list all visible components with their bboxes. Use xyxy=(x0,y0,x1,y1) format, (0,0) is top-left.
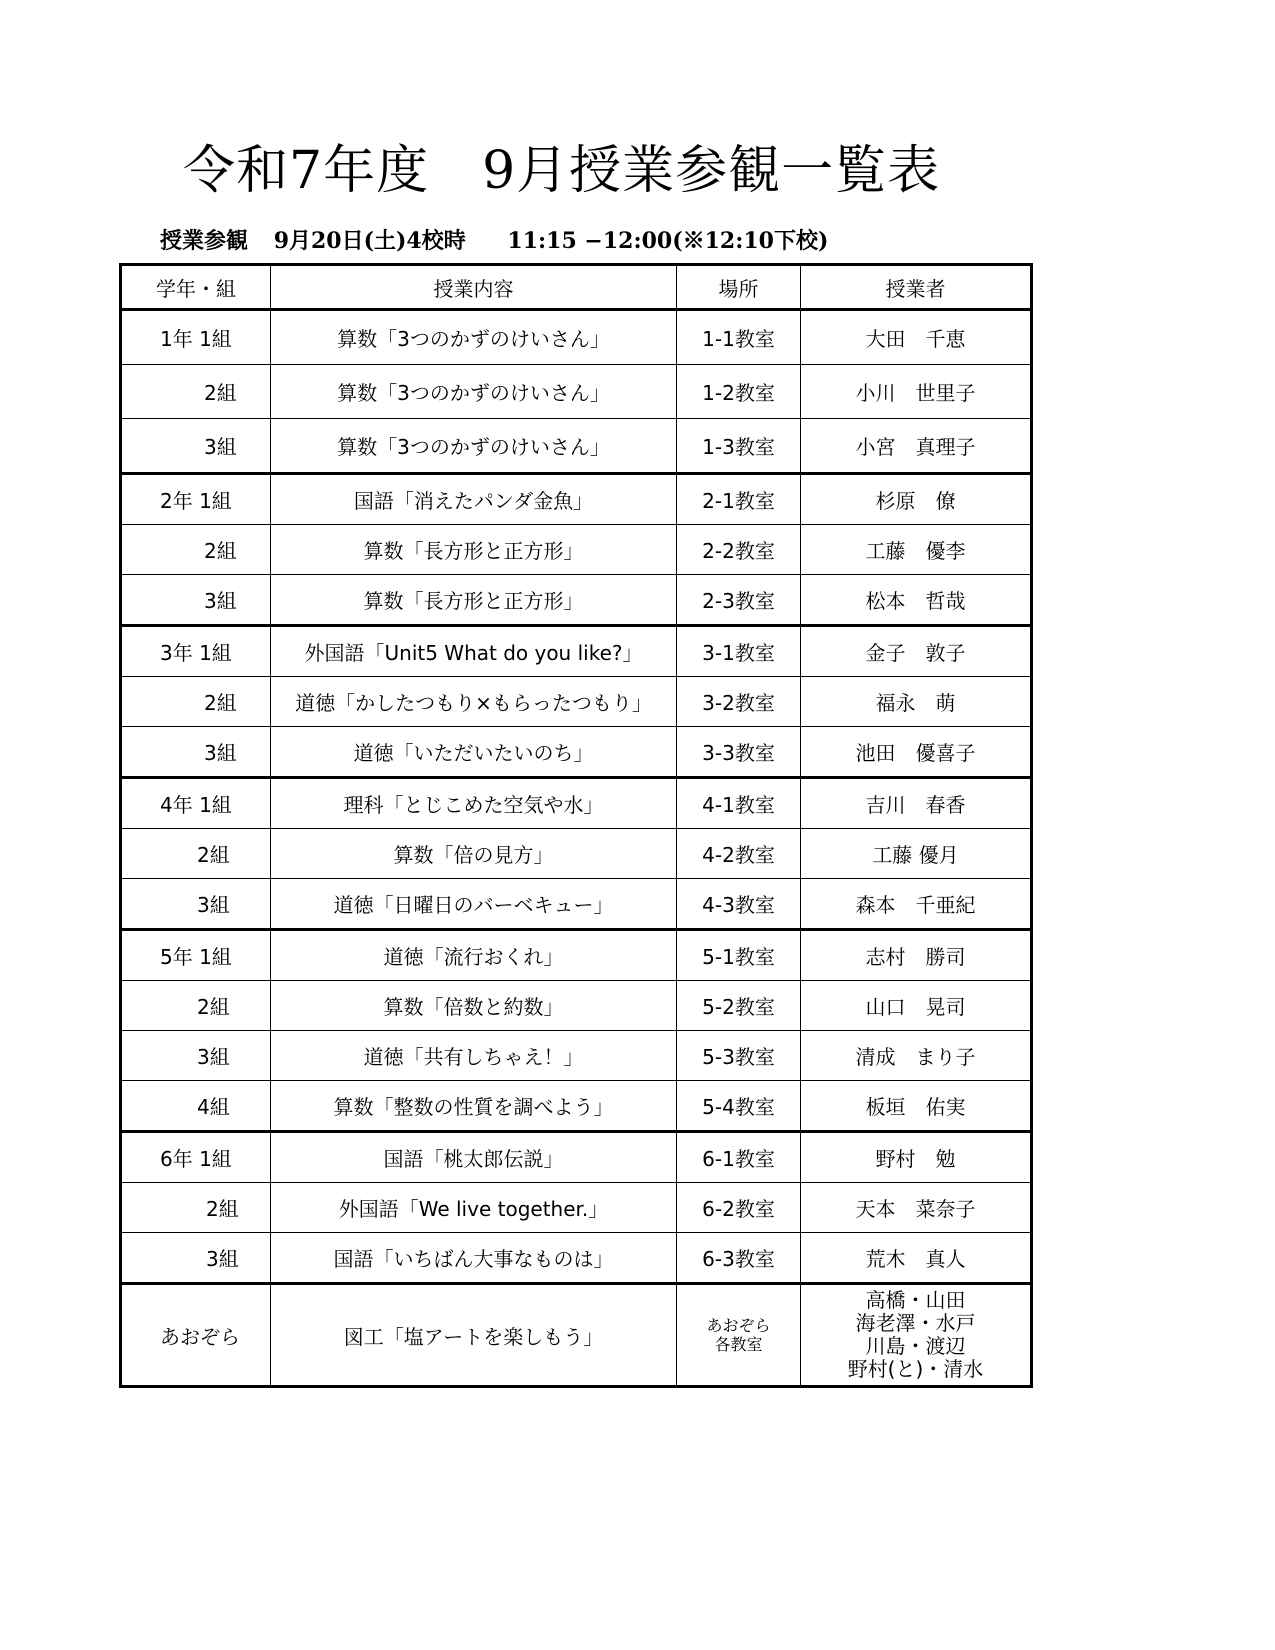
subtitle-label: 授業参観 xyxy=(160,228,249,254)
table-row xyxy=(121,879,1032,930)
class-cell: 3組 xyxy=(121,879,271,930)
lesson-cell: 算数「倍数と約数」 xyxy=(271,981,677,1031)
lesson-cell: 外国語「We live together.」 xyxy=(271,1183,677,1233)
table-row xyxy=(121,474,1032,525)
class-cell: 3組 xyxy=(121,575,271,626)
room-cell: 1-3教室 xyxy=(677,419,801,474)
teacher-cell: 工藤 優月 xyxy=(801,829,1032,879)
teacher-cell: 清成 まり子 xyxy=(801,1031,1032,1081)
lesson-cell: 道徳「日曜日のバーベキュー」 xyxy=(271,879,677,930)
table-row xyxy=(121,1081,1032,1132)
class-cell: 1年 1組 xyxy=(121,310,271,365)
lesson-cell: 道徳「いただいたいのち」 xyxy=(271,727,677,778)
room-cell: 5-4教室 xyxy=(677,1081,801,1132)
table-row xyxy=(121,310,1032,365)
room-cell: 2-1教室 xyxy=(677,474,801,525)
teacher-line: 海老澤・水戸 xyxy=(855,1311,976,1335)
class-cell: 4組 xyxy=(121,1081,271,1132)
teacher-cell: 森本 千亜紀 xyxy=(801,879,1032,930)
room-cell: 3-1教室 xyxy=(677,626,801,677)
teacher-cell: 池田 優喜子 xyxy=(801,727,1032,778)
room-cell: 4-3教室 xyxy=(677,879,801,930)
table-row-aozora xyxy=(121,1284,1032,1387)
lesson-cell: 算数「長方形と正方形」 xyxy=(271,575,677,626)
teacher-cell: 小宮 真理子 xyxy=(801,419,1032,474)
table-row xyxy=(121,930,1032,981)
lesson-cell: 道徳「流行おくれ」 xyxy=(271,930,677,981)
teacher-cell xyxy=(801,1284,1032,1387)
room-cell: 2-3教室 xyxy=(677,575,801,626)
teacher-cell: 工藤 優李 xyxy=(801,525,1032,575)
lesson-cell: 理科「とじこめた空気や水」 xyxy=(271,778,677,829)
class-cell: 3組 xyxy=(121,1233,271,1284)
class-cell: 2組 xyxy=(121,1183,271,1233)
schedule-subtitle xyxy=(160,224,828,255)
header-lesson: 授業内容 xyxy=(271,265,677,310)
room-cell: 1-1教室 xyxy=(677,310,801,365)
class-cell: あおぞら xyxy=(121,1284,271,1387)
room-cell: 5-1教室 xyxy=(677,930,801,981)
teacher-cell: 福永 萌 xyxy=(801,677,1032,727)
class-cell: 3組 xyxy=(121,727,271,778)
teacher-line: 高橋・山田 xyxy=(865,1288,966,1312)
teacher-cell: 小川 世里子 xyxy=(801,365,1032,419)
lesson-cell: 国語「いちばん大事なものは」 xyxy=(271,1233,677,1284)
table-header-row xyxy=(121,265,1032,310)
class-cell: 2年 1組 xyxy=(121,474,271,525)
class-cell: 3組 xyxy=(121,419,271,474)
header-class: 学年・組 xyxy=(121,265,271,310)
table-row xyxy=(121,365,1032,419)
teacher-line: 野村(と)・清水 xyxy=(847,1357,984,1381)
room-cell: 1-2教室 xyxy=(677,365,801,419)
lesson-cell: 算数「3つのかずのけいさん」 xyxy=(271,419,677,474)
teacher-cell: 志村 勝司 xyxy=(801,930,1032,981)
teacher-cell: 杉原 僚 xyxy=(801,474,1032,525)
header-teacher: 授業者 xyxy=(801,265,1032,310)
teacher-cell: 荒木 真人 xyxy=(801,1233,1032,1284)
lesson-cell: 図工「塩アートを楽しもう」 xyxy=(271,1284,677,1387)
table-row xyxy=(121,829,1032,879)
teacher-cell: 金子 敦子 xyxy=(801,626,1032,677)
room-line: 各教室 xyxy=(714,1335,763,1354)
table-row xyxy=(121,575,1032,626)
class-cell: 2組 xyxy=(121,677,271,727)
table-row xyxy=(121,1031,1032,1081)
table-row xyxy=(121,981,1032,1031)
table-row xyxy=(121,1183,1032,1233)
observation-schedule-table xyxy=(119,263,1033,1388)
table-row xyxy=(121,525,1032,575)
table-row xyxy=(121,677,1032,727)
page-title: 令和7年度 9月授業参観一覧表 xyxy=(183,141,941,201)
table-row xyxy=(121,419,1032,474)
room-cell: 4-1教室 xyxy=(677,778,801,829)
lesson-cell: 算数「3つのかずのけいさん」 xyxy=(271,365,677,419)
teacher-cell: 野村 勉 xyxy=(801,1132,1032,1183)
teacher-cell: 吉川 春香 xyxy=(801,778,1032,829)
subtitle-time: 11:15 −12:00(※12:10下校) xyxy=(507,228,829,254)
teacher-cell: 大田 千恵 xyxy=(801,310,1032,365)
class-cell: 2組 xyxy=(121,365,271,419)
lesson-cell: 算数「倍の見方」 xyxy=(271,829,677,879)
room-cell: 5-3教室 xyxy=(677,1031,801,1081)
lesson-cell: 道徳「共有しちゃえ！」 xyxy=(271,1031,677,1081)
table-row xyxy=(121,778,1032,829)
room-cell: 4-2教室 xyxy=(677,829,801,879)
teacher-cell: 松本 哲哉 xyxy=(801,575,1032,626)
teacher-cell: 天本 菜奈子 xyxy=(801,1183,1032,1233)
lesson-cell: 外国語「Unit5 What do you like?」 xyxy=(271,626,677,677)
lesson-cell: 算数「3つのかずのけいさん」 xyxy=(271,310,677,365)
room-cell: 5-2教室 xyxy=(677,981,801,1031)
teacher-line: 川島・渡辺 xyxy=(865,1334,966,1358)
table-row xyxy=(121,626,1032,677)
room-cell: 6-1教室 xyxy=(677,1132,801,1183)
header-room: 場所 xyxy=(677,265,801,310)
teacher-cell: 山口 晃司 xyxy=(801,981,1032,1031)
class-cell: 4年 1組 xyxy=(121,778,271,829)
room-cell: 3-3教室 xyxy=(677,727,801,778)
room-cell: 2-2教室 xyxy=(677,525,801,575)
room-cell: 6-3教室 xyxy=(677,1233,801,1284)
lesson-cell: 国語「消えたパンダ金魚」 xyxy=(271,474,677,525)
teacher-cell: 板垣 佑実 xyxy=(801,1081,1032,1132)
class-cell: 2組 xyxy=(121,829,271,879)
table-row xyxy=(121,1233,1032,1284)
lesson-cell: 道徳「かしたつもり×もらったつもり」 xyxy=(271,677,677,727)
lesson-cell: 算数「整数の性質を調べよう」 xyxy=(271,1081,677,1132)
lesson-cell: 算数「長方形と正方形」 xyxy=(271,525,677,575)
class-cell: 3年 1組 xyxy=(121,626,271,677)
class-cell: 2組 xyxy=(121,981,271,1031)
table-row xyxy=(121,727,1032,778)
class-cell: 3組 xyxy=(121,1031,271,1081)
lesson-cell: 国語「桃太郎伝説」 xyxy=(271,1132,677,1183)
table-row xyxy=(121,1132,1032,1183)
class-cell: 6年 1組 xyxy=(121,1132,271,1183)
class-cell: 2組 xyxy=(121,525,271,575)
room-line: あおぞら xyxy=(706,1316,771,1335)
subtitle-date: 9月20日(土)4校時 xyxy=(273,228,466,254)
room-cell xyxy=(677,1284,801,1387)
room-cell: 3-2教室 xyxy=(677,677,801,727)
class-cell: 5年 1組 xyxy=(121,930,271,981)
room-cell: 6-2教室 xyxy=(677,1183,801,1233)
